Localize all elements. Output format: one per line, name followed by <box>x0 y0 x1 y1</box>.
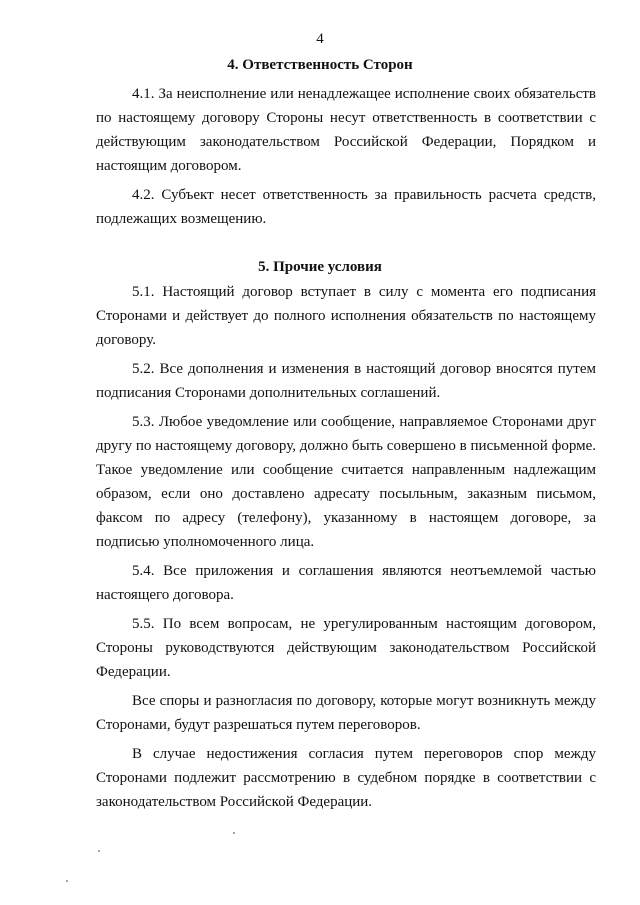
clause-5-4: 5.4. Все приложения и соглашения являются неотъемлемой частью настоящего договора. <box>96 563 596 603</box>
section-4-body <box>96 82 596 236</box>
section-5-body <box>96 280 596 819</box>
disputes-paragraph: Все споры и разногласия по договору, которые могут возникнуть между Сторонами, будут разрешаться путем переговоров. <box>96 693 596 733</box>
scan-speck <box>98 850 100 852</box>
scan-speck <box>66 880 68 882</box>
scan-speck <box>233 832 235 834</box>
clause-5-1: 5.1. Настоящий договор вступает в силу с момента его подписания Сторонами и действует до полного исполнения обязательств по настоящему договору. <box>96 284 596 348</box>
page-number: 4 <box>316 31 324 47</box>
clause-4-1: 4.1. За неисполнение или ненадлежащее исполнение своих обязательств по настоящему договору Стороны несут ответственность в соответствии с действующим законодательством Российской Федерации, Порядком и настоящим договором. <box>96 86 596 174</box>
clause-5-2: 5.2. Все дополнения и изменения в настоящий договор вносятся путем подписания Сторонами дополнительных соглашений. <box>96 361 596 401</box>
clause-5-5: 5.5. По всем вопросам, не урегулированным настоящим договором, Стороны руководствуются действующим законодательством Российской Федерации. <box>96 616 596 680</box>
clause-4-2: 4.2. Субъект несет ответственность за правильность расчета средств, подлежащих возмещению. <box>96 187 596 227</box>
section-5-title: 5. Прочие условия <box>258 259 382 275</box>
section-4-title: 4. Ответственность Сторон <box>227 57 413 73</box>
court-paragraph: В случае недостижения согласия путем переговоров спор между Сторонами подлежит рассмотрению в судебном порядке в соответствии с законодательством Российской Федерации. <box>96 746 596 810</box>
clause-5-3: 5.3. Любое уведомление или сообщение, направляемое Сторонами друг другу по настоящему договору, должно быть совершено в письменной форме. Такое уведомление или сообщение считается направленным надлежащим образом, если оно доставлено адресату посыльным, заказным письмом, факсом по адресу (телефону), указанному в настоящем договоре, за подписью уполномоченного лица. <box>96 414 596 550</box>
